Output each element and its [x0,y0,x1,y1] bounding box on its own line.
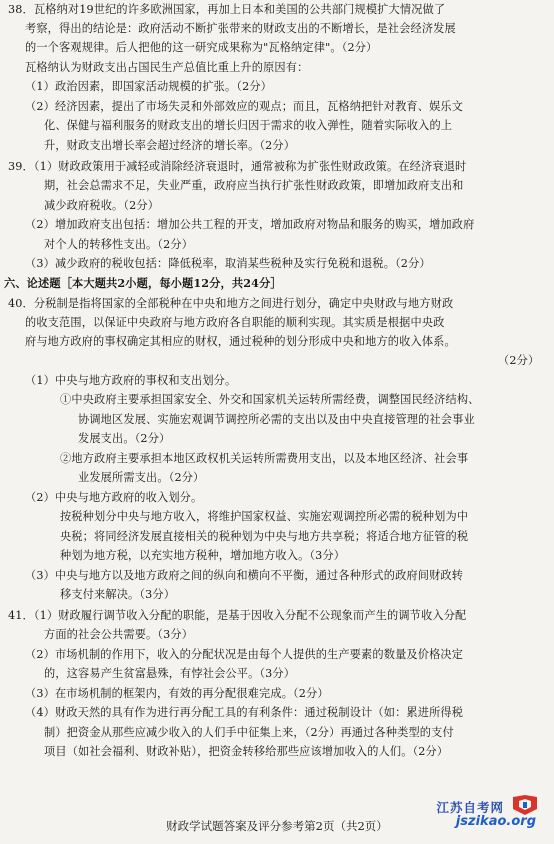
q40-line-4: （2分） [498,354,540,367]
q39-line-1: 39．（1）财政政策用于减轻或消除经济衰退时，通常被称为扩张性财政政策。在经济衰退时 [8,160,467,173]
watermark-logo-icon [510,794,540,816]
q39-line-2: 期，社会总需求不足，失业严重，政府应当执行扩张性财政政策，即增加政府支出和 [44,179,464,192]
q40-line-16: 移支付来解决。（3分） [60,588,176,601]
page-footer: 财政学试题答案及评分参考第2页（共2页） [166,819,388,833]
q38-line-5: （1）政治因素，即国家活动规模的扩张。（2分） [25,80,273,93]
q40-line-5: （1）中央与地方政府的事权和支出划分。 [25,374,237,387]
q40-line-9: ②地方政府主要承担本地区政权机关运转所需费用支出，以及本地区经济、社会事 [60,452,469,465]
q41-line-8: 项目（如社会福利、财政补贴），把资金转移给那些应该增加收入的人们。（2分） [44,745,449,758]
q40-line-6: ①中央政府主要承担国家安全、外交和国家机关运转所需经费，调整国民经济结构、 [60,393,480,406]
q40-line-11: （2）中央与地方政府的收入划分。 [25,491,203,504]
q40-line-13: 央税；将同经济发展直接相关的税种划为中央与地方共享税；将适合地方征管的税 [60,530,469,543]
q39-line-4: （2）增加政府支出包括：增加公共工程的开支，增加政府对物品和服务的购买，增加政府 [25,218,475,231]
q41-line-1: 41．（1）财政履行调节收入分配的职能，是基于因收入分配不公现象而产生的调节收入分配 [8,609,467,622]
q41-line-7: 制）把资金从那些应减少收入的人们手中征集上来，（2分）再通过各种类型的支付 [44,726,454,739]
q41-line-2: 方面的社会公共需要。（3分） [44,628,194,641]
q40-line-8: 发展支出。（2分） [78,432,171,445]
q41-line-4: 的，这容易产生贫富悬殊，有悖社会公平。（3分） [44,667,296,680]
q38-line-8: 升，财政支出增长率会超过经济的增长率。（2分） [44,139,296,152]
q38-line-4: 瓦格纳认为财政支出占国民生产总值比重上升的原因有： [25,61,309,74]
q40-line-7: 协调地区发展、实施宏观调节调控所必需的支出以及由中央直接管理的社会事业 [78,413,475,426]
section-six-heading: 六、论述题［本大题共2小题，每小题12分，共24分］ [4,276,282,290]
q41-line-5: （3）在市场机制的框架内，有效的再分配很难完成。（2分） [25,687,329,700]
q39-line-3: 减少政府税收。（2分） [44,199,160,212]
watermark-url[interactable]: jszikao.org [455,814,536,829]
q38-line-7: 化、保健与福利服务的财政支出的增长归因于需求的收入弹性，随着实际收入的上 [44,119,453,132]
q40-line-12: 按税种划分中央与地方收入，将维护国家权益、实施宏观调控所必需的税种划为中 [60,510,469,523]
q41-line-3: （2）市场机制的作用下，收入的分配状况是由每个人提供的生产要素的数量及价格决定 [25,648,464,661]
q40-line-3: 府与地方政府的事权确定其相应的财权，通过税种的划分形成中央和地方的收入体系。 [25,335,456,348]
q39-line-5: 对个人的转移性支出。（2分） [44,238,194,251]
q41-line-6: （4）财政天然的具有作为进行再分配工具的有利条件：通过税制设计（如：累进所得税 [25,706,464,719]
q39-line-6: （3）减少政府的税收包括：降低税率，取消某些税种及实行免税和退税。（2分） [25,257,431,270]
q40-line-1: 40．分税制是指将国家的全部税种在中央和地方之间进行划分，确定中央财政与地方财政 [8,297,454,310]
q38-line-1: 38．瓦格纳对19世纪的许多欧洲国家，再加上日本和美国的公共部门规模扩大情况做了 [8,3,446,16]
q40-line-2: 的收支范围，以保证中央政府与地方政府各自职能的顺利实现。其实质是根据中央政 [25,316,445,329]
q40-line-10: 业发展所需支出。（2分） [78,471,205,484]
q40-line-15: （3）中央与地方以及地方政府之间的纵向和横向不平衡，通过各种形式的政府间财政转 [25,569,464,582]
q38-line-3: 的一个客观规律。后人把他的这一研究成果称为"瓦格纳定律"。（2分） [25,41,378,54]
site-watermark [396,794,546,838]
q40-line-14: 种划为地方税，以充实地方税种，增加地方收入。（3分） [60,549,346,562]
q38-line-2: 考察，得出的结论是：政府活动不断扩张带来的财政支出的不断增长，是社会经济发展 [25,22,456,35]
watermark-site-name: 江苏自考网 [436,800,504,815]
q38-line-6: （2）经济因素，提出了市场失灵和外部效应的观点；而且，瓦格纳把针对教育、娱乐文 [25,100,464,113]
